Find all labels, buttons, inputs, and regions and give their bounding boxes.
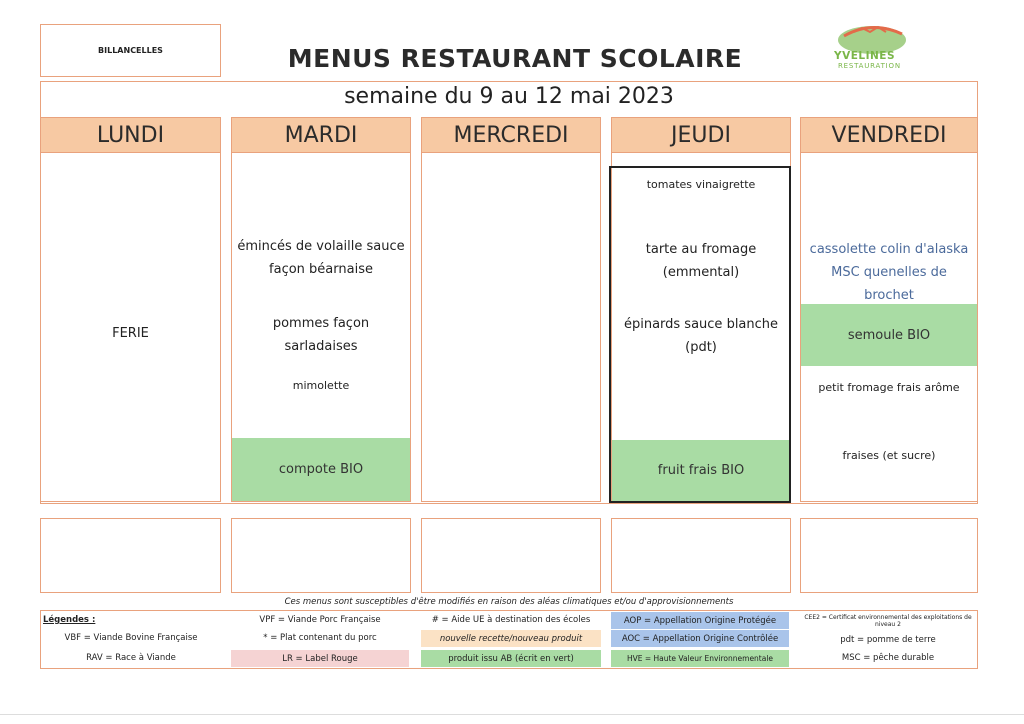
disclaimer: Ces menus sont susceptibles d'être modifiés en raison des aléas climatiques et/ou d'approvisionnements bbox=[284, 597, 734, 607]
school-name: BILLANCELLES bbox=[98, 46, 163, 55]
legend-label-rouge: LR = Label Rouge bbox=[231, 650, 409, 667]
legend-nouvelle-recette: nouvelle recette/nouveau produit bbox=[421, 630, 601, 647]
day-header-mardi: MARDI bbox=[232, 118, 410, 153]
jeudi-highlight-frame bbox=[609, 166, 791, 503]
jeudi-side-dish: épinards sauce blanche (pdt) bbox=[623, 317, 779, 355]
vendredi-main-dish: cassolette colin d'alaska MSC quenelles de brochet bbox=[809, 242, 969, 303]
bottom-cell-jeudi bbox=[611, 518, 791, 593]
jeudi-starter: tomates vinaigrette bbox=[646, 178, 756, 191]
jeudi-dessert: fruit frais BIO bbox=[612, 440, 790, 501]
vendredi-side-dish: semoule BIO bbox=[801, 304, 977, 366]
legend-aide-ue: # = Aide UE à destination des écoles bbox=[431, 615, 591, 625]
legend-pdt: pdt = pomme de terre bbox=[840, 635, 936, 645]
bottom-cell-vendredi bbox=[800, 518, 978, 593]
legend-vpf: VPF = Viande Porc Française bbox=[259, 615, 381, 625]
legend-aoc: AOC = Appellation Origine Contrôlée bbox=[611, 630, 789, 647]
legend-porc: * = Plat contenant du porc bbox=[263, 633, 377, 643]
mardi-side-dish: pommes façon sarladaises bbox=[272, 316, 370, 354]
day-column-mardi bbox=[231, 117, 411, 502]
bottom-cell-lundi bbox=[40, 518, 221, 593]
bottom-cell-mardi bbox=[231, 518, 411, 593]
legend-msc: MSC = pêche durable bbox=[841, 653, 935, 663]
day-header-jeudi: JEUDI bbox=[612, 118, 790, 153]
day-column-lundi bbox=[40, 117, 221, 502]
mardi-main-dish: émincés de volaille sauce façon béarnaise bbox=[237, 239, 405, 277]
logo-text: YVELINES bbox=[834, 50, 896, 62]
page-bottom-rule bbox=[0, 714, 1024, 715]
legend-cee2: CEE2 = Certificat environnemental des exploitations de niveau 2 bbox=[804, 614, 972, 628]
legend-hve: HVE = Haute Valeur Environnementale bbox=[611, 650, 789, 667]
vendredi-cheese: petit fromage frais arôme bbox=[818, 381, 960, 394]
page-title: MENUS RESTAURANT SCOLAIRE bbox=[287, 44, 743, 73]
legend-aop: AOP = Appellation Origine Protégée bbox=[611, 612, 789, 629]
vendredi-dessert: fraises (et sucre) bbox=[842, 449, 936, 462]
bottom-cell-mercredi bbox=[421, 518, 601, 593]
legend-produit-ab: produit issu AB (écrit en vert) bbox=[421, 650, 601, 667]
day-column-mercredi bbox=[421, 117, 601, 502]
mardi-cheese: mimolette bbox=[292, 379, 350, 392]
week-title: semaine du 9 au 12 mai 2023 bbox=[344, 84, 674, 109]
legend-box bbox=[40, 610, 978, 669]
logo-subtext: RESTAURATION bbox=[838, 62, 901, 70]
day-header-vendredi: VENDREDI bbox=[801, 118, 977, 153]
yvelines-logo bbox=[824, 18, 924, 72]
day-header-mercredi: MERCREDI bbox=[422, 118, 600, 153]
school-name-box bbox=[40, 24, 221, 77]
jeudi-main-dish: tarte au fromage (emmental) bbox=[645, 242, 757, 280]
legend-rav: RAV = Race à Viande bbox=[86, 653, 176, 663]
mardi-dessert: compote BIO bbox=[232, 438, 410, 501]
day-header-lundi: LUNDI bbox=[41, 118, 220, 153]
legend-vbf: VBF = Viande Bovine Française bbox=[64, 633, 198, 643]
ferie-label: FERIE bbox=[112, 326, 149, 341]
day-column-vendredi bbox=[800, 117, 978, 502]
legend-title: Légendes : bbox=[43, 615, 96, 625]
